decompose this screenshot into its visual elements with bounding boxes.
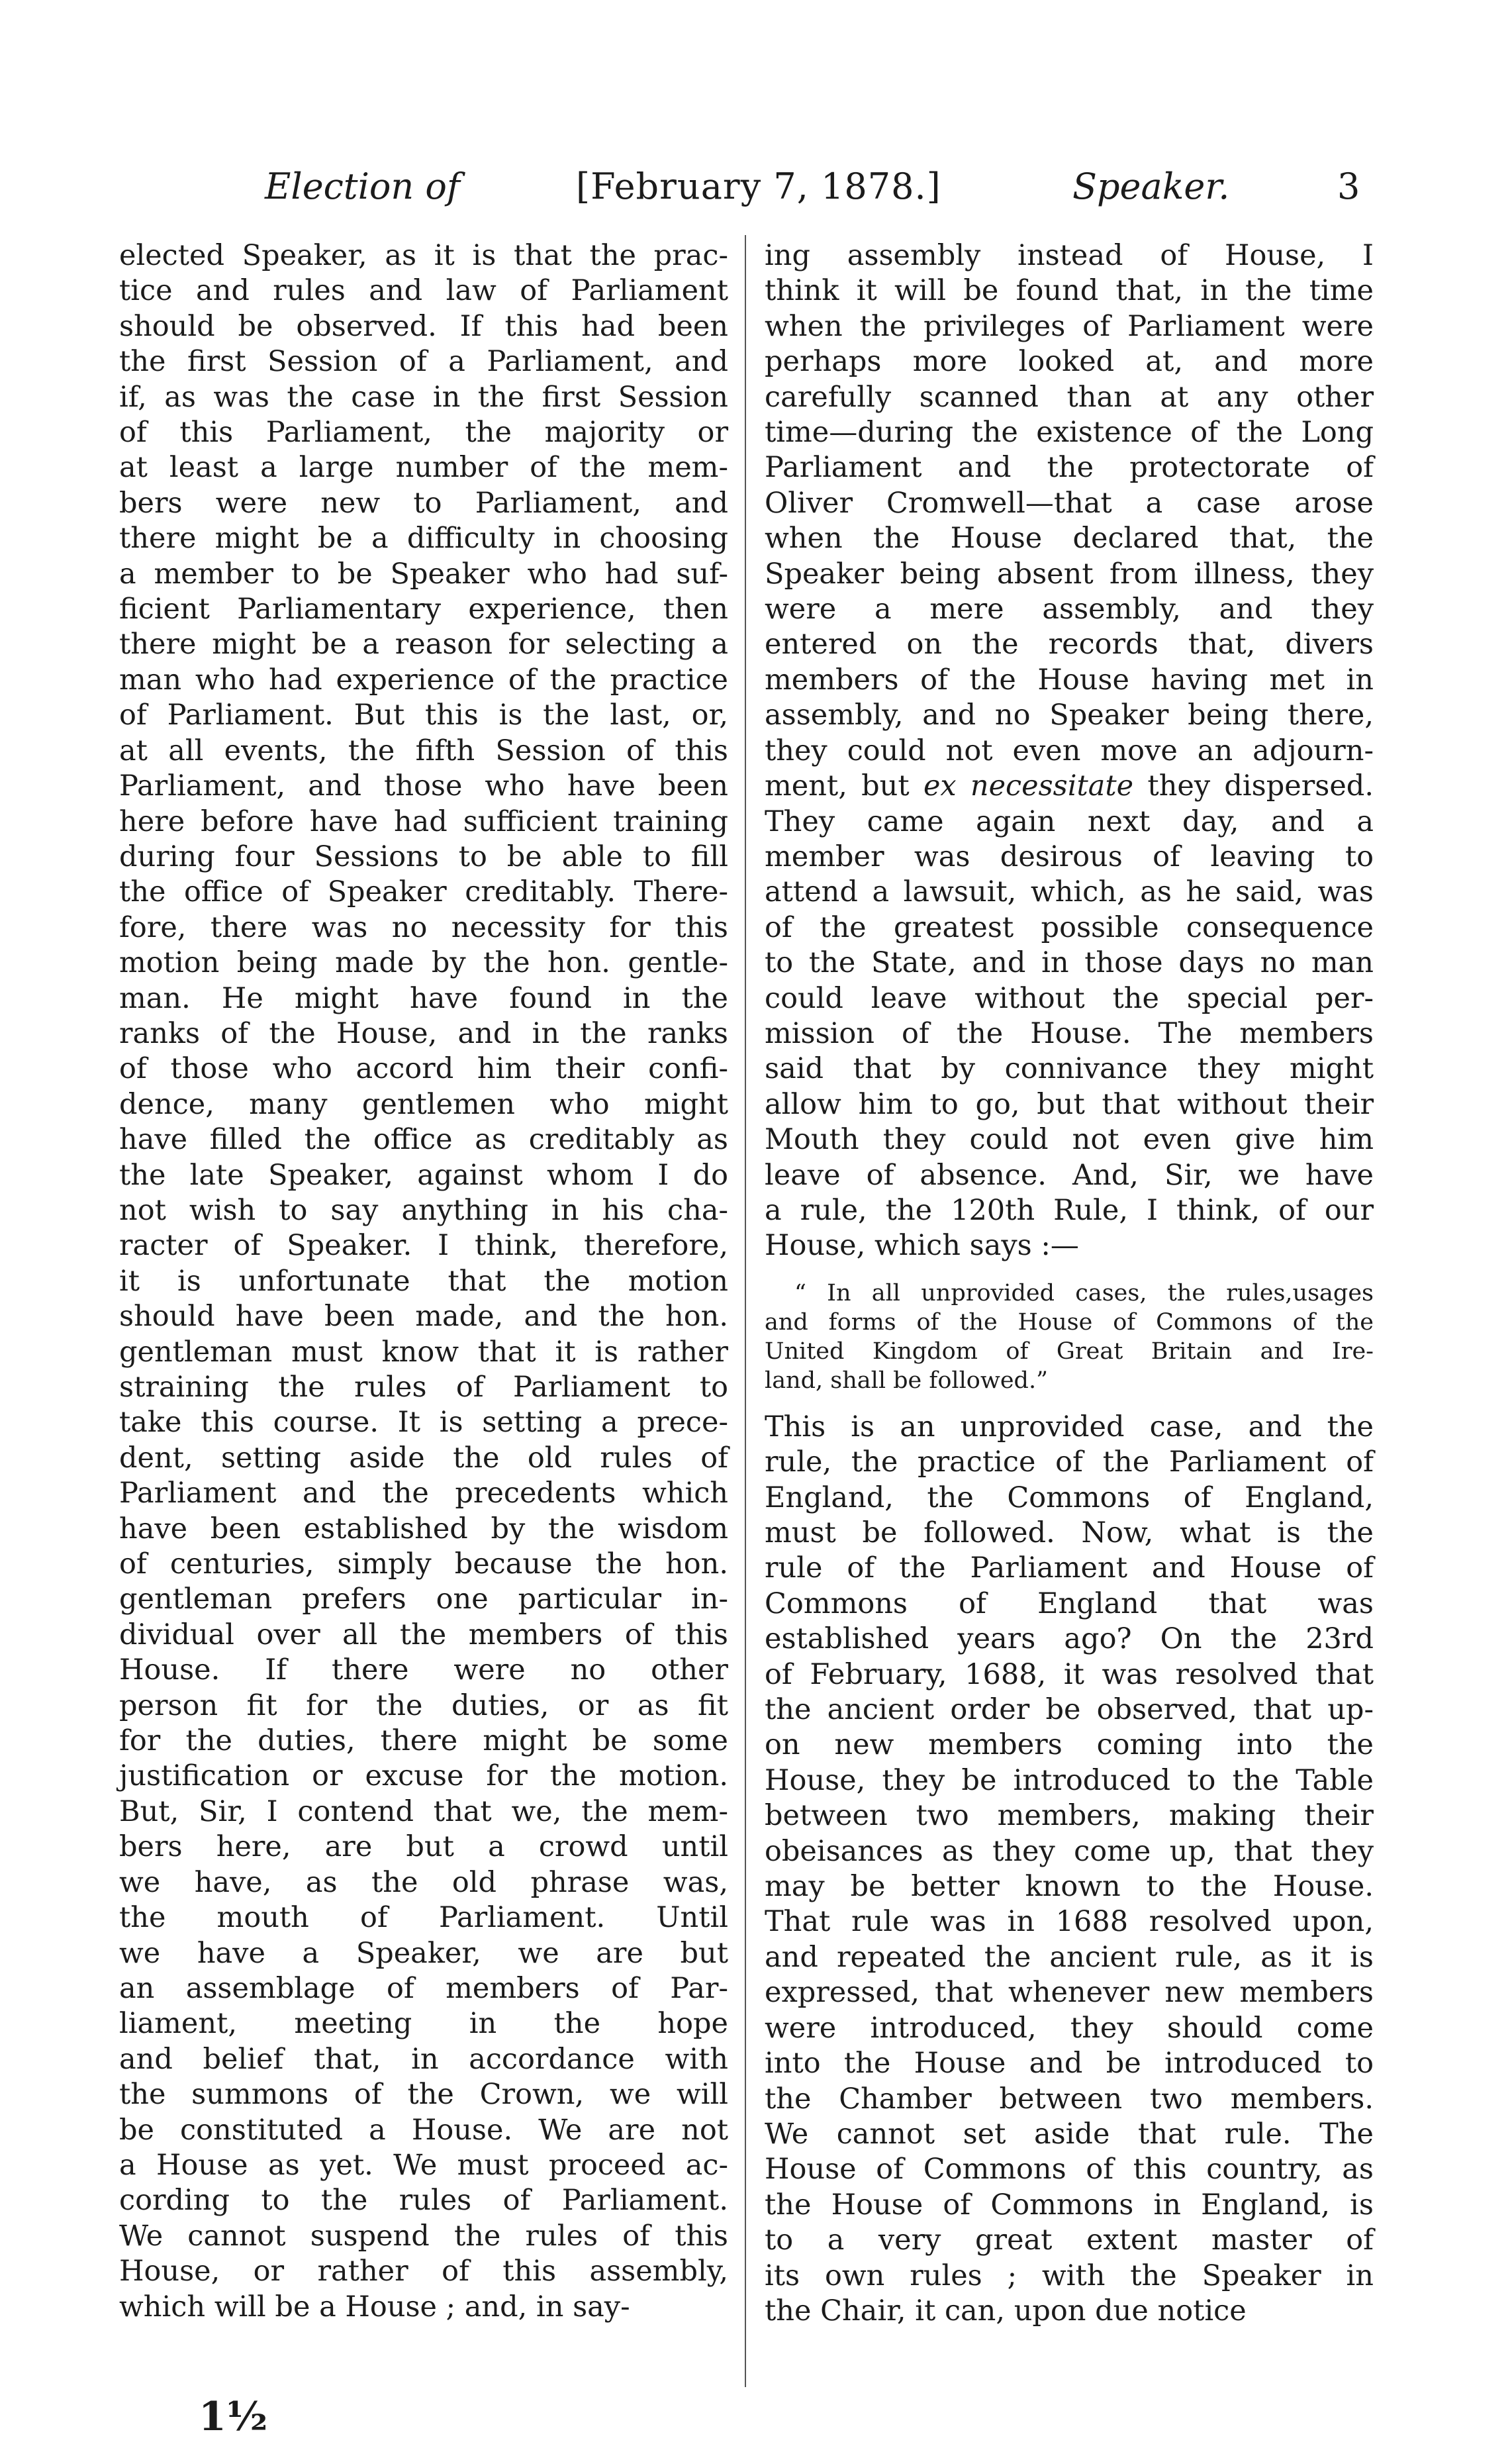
text-line: bers here, are but a crowd until — [119, 1830, 728, 1864]
text-line: could leave without the special per- — [765, 981, 1374, 1015]
text-line: Mouth they could not even give him — [765, 1123, 1374, 1157]
text-line: House. If there were no other — [119, 1653, 728, 1687]
text-line: racter of Speaker. I think, therefore, — [119, 1229, 728, 1263]
text-line: That rule was in 1688 resolved upon, — [765, 1905, 1374, 1939]
right-column — [765, 238, 1374, 2329]
text-line: Speaker being absent from illness, they — [765, 557, 1374, 591]
text-fragment: ment, but — [765, 769, 923, 803]
header-date: [February 7, 1878.] — [576, 166, 941, 207]
latin-phrase: ex necessitate — [923, 769, 1134, 803]
text-line: Parliament and the precedents which — [119, 1477, 728, 1510]
text-line: Commons of England that was — [765, 1587, 1374, 1620]
text-line: think it will be found that, in the time — [765, 274, 1374, 308]
header-left: Election of — [265, 166, 460, 207]
text-line: ranks of the House, and in the ranks — [119, 1016, 728, 1050]
text-line: straining the rules of Parliament to — [119, 1371, 728, 1404]
text-line: They came again next day, and a — [765, 805, 1374, 838]
text-line: ing assembly instead of House, I — [765, 239, 1374, 272]
text-line: at least a large number of the mem- — [119, 451, 728, 485]
text-line: must be followed. Now, what is the — [765, 1516, 1374, 1549]
text-line: liament, meeting in the hope — [119, 2007, 728, 2041]
text-line: House, they be introduced to the Table — [765, 1763, 1374, 1797]
text-line: not wish to say anything in his cha- — [119, 1193, 728, 1227]
quote-line: United Kingdom of Great Britain and Ire- — [765, 1338, 1374, 1365]
text-line: House of Commons of this country, as — [765, 2153, 1374, 2186]
text-line: for the duties, there might be some — [119, 1724, 728, 1758]
text-line: and repeated the ancient rule, as it is — [765, 1940, 1374, 1974]
text-line: dence, many gentlemen who might — [119, 1087, 728, 1121]
text-line: they could not even move an adjourn- — [765, 734, 1374, 767]
header-right: Speaker. — [1072, 166, 1230, 207]
text-line: Parliament, and those who have been — [119, 769, 728, 803]
running-header — [265, 166, 1390, 219]
text-line: This is an unprovided case, and the — [765, 1410, 1374, 1444]
text-line: bers were new to Parliament, and — [119, 486, 728, 520]
text-line: assembly, and no Speaker being there, — [765, 699, 1374, 732]
text-line: entered on the records that, divers — [765, 628, 1374, 662]
text-line: into the House and be introduced to — [765, 2047, 1374, 2081]
page-number: 3 — [1337, 166, 1360, 207]
text-line: rule, the practice of the Parliament of — [765, 1446, 1374, 1479]
text-line: at all events, the fifth Session of this — [119, 734, 728, 767]
text-line: person fit for the duties, or as fit — [119, 1689, 728, 1722]
text-line: were a mere assembly, and they — [765, 593, 1374, 626]
text-line: the Chamber between two members. — [765, 2082, 1374, 2116]
text-line: between two members, making their — [765, 1799, 1374, 1833]
text-line: of this Parliament, the majority or — [119, 416, 728, 450]
text-line: tice and rules and law of Parliament — [119, 274, 728, 308]
text-line: should be observed. If this had been — [119, 309, 728, 343]
text-line: man. He might have found in the — [119, 981, 728, 1015]
text-line: England, the Commons of England, — [765, 1481, 1374, 1514]
text-line: of the greatest possible consequence — [765, 910, 1374, 944]
text-line: and belief that, in accordance with — [119, 2042, 728, 2076]
text-line: carefully scanned than at any other — [765, 380, 1374, 414]
quote-line: “ In all unprovided cases, the rules,usages — [794, 1279, 1374, 1306]
text-line: when the House declared that, the — [765, 522, 1374, 556]
text-line: may be better known to the House. — [765, 1870, 1374, 1904]
text-line: the Chair, it can, upon due notice — [765, 2294, 1247, 2328]
text-line: there might be a difficulty in choosing — [119, 522, 728, 556]
text-line: of Parliament. But this is the last, or, — [119, 699, 728, 732]
text-line: the House of Commons in England, is — [765, 2188, 1374, 2222]
text-line: if, as was the case in the first Session — [119, 380, 728, 414]
text-line: the late Speaker, against whom I do — [119, 1158, 728, 1192]
text-line: attend a lawsuit, which, as he said, was — [765, 875, 1374, 909]
text-line: member was desirous of leaving to — [765, 840, 1374, 873]
text-line: obeisances as they come up, that they — [765, 1834, 1374, 1868]
text-line: said that by connivance they might — [765, 1052, 1374, 1086]
text-line: ficient Parliamentary experience, then — [119, 593, 728, 626]
text-line: the office of Speaker creditably. There- — [119, 875, 728, 909]
text-line: to a very great extent master of — [765, 2224, 1374, 2257]
text-line: have filled the office as creditably as — [119, 1123, 728, 1157]
text-line: the first Session of a Parliament, and — [119, 345, 728, 379]
text-line: should have been made, and the hon. — [119, 1300, 728, 1334]
text-line: cording to the rules of Parliament. — [119, 2184, 728, 2218]
text-line: a member to be Speaker who had suf- — [119, 557, 728, 591]
text-line: of those who accord him their confi- — [119, 1052, 728, 1086]
text-line: the mouth of Parliament. Until — [119, 1901, 728, 1935]
text-line: allow him to go, but that without their — [765, 1087, 1374, 1121]
text-line: gentleman must know that it is rather — [119, 1335, 728, 1369]
text-line: a House as yet. We must proceed ac- — [119, 2148, 728, 2182]
text-line: We cannot suspend the rules of this — [119, 2219, 728, 2253]
column-divider — [745, 235, 746, 2387]
quote-line: and forms of the House of Commons of the — [765, 1308, 1374, 1336]
text-line: to the State, and in those days no man — [765, 946, 1374, 980]
text-line: established years ago? On the 23rd — [765, 1622, 1374, 1656]
text-line: the summons of the Crown, we will — [119, 2078, 728, 2112]
text-line: an assemblage of members of Par- — [119, 1971, 728, 2005]
text-line: expressed, that whenever new members — [765, 1976, 1374, 2010]
text-line: Oliver Cromwell—that a case arose — [765, 486, 1374, 520]
text-line: were introduced, they should come — [765, 2011, 1374, 2045]
text-line: there might be a reason for selecting a — [119, 628, 728, 662]
text-line: motion being made by the hon. gentle- — [119, 946, 728, 980]
text-line: man who had experience of the practice — [119, 663, 728, 697]
right-column-top — [765, 238, 1374, 1264]
text-fragment: they dispersed. — [1133, 769, 1374, 803]
text-line: we have a Speaker, we are but — [119, 1936, 728, 1970]
signature-mark: 1½ — [199, 2394, 268, 2440]
text-line: have been established by the wisdom — [119, 1512, 728, 1545]
text-line: fore, there was no necessity for this — [119, 910, 728, 944]
text-line: take this course. It is setting a prece- — [119, 1406, 728, 1440]
text-line: it is unfortunate that the motion — [119, 1264, 728, 1298]
text-line: when the privileges of Parliament were — [765, 309, 1374, 343]
text-line: Parliament and the protectorate of — [765, 451, 1374, 485]
text-line: But, Sir, I contend that we, the mem- — [119, 1794, 728, 1828]
right-column-bottom — [765, 1410, 1374, 2329]
text-line: on new members coming into the — [765, 1728, 1374, 1762]
text-line: during four Sessions to be able to fill — [119, 840, 728, 873]
text-line: which will be a House ; and, in say- — [119, 2290, 630, 2324]
text-line: rule of the Parliament and House of — [765, 1551, 1374, 1585]
text-line: a rule, the 120th Rule, I think, of our — [765, 1193, 1374, 1227]
text-line: mission of the House. The members — [765, 1016, 1374, 1050]
text-line: the ancient order be observed, that up- — [765, 1693, 1374, 1727]
quote-line: land, shall be followed.” — [765, 1367, 1048, 1394]
text-line: elected Speaker, as it is that the prac- — [119, 239, 728, 272]
text-line: We cannot set aside that rule. The — [765, 2117, 1374, 2151]
left-column — [119, 238, 728, 2325]
text-line: justification or excuse for the motion. — [119, 1759, 728, 1793]
text-line: perhaps more looked at, and more — [765, 345, 1374, 379]
text-line — [765, 769, 1374, 804]
text-line: leave of absence. And, Sir, we have — [765, 1158, 1374, 1192]
text-line: members of the House having met in — [765, 663, 1374, 697]
text-line: of February, 1688, it was resolved that — [765, 1657, 1374, 1691]
text-line: its own rules ; with the Speaker in — [765, 2259, 1374, 2292]
text-line: House, which says :— — [765, 1229, 1079, 1263]
text-line: House, or rather of this assembly, — [119, 2255, 728, 2288]
text-line: gentleman prefers one particular in- — [119, 1583, 728, 1616]
text-line: time—during the existence of the Long — [765, 416, 1374, 450]
text-line: here before have had sufficient training — [119, 805, 728, 838]
text-line: we have, as the old phrase was, — [119, 1865, 728, 1899]
text-line: of centuries, simply because the hon. — [119, 1547, 728, 1581]
text-line: dent, setting aside the old rules of — [119, 1441, 728, 1475]
text-line: be constituted a House. We are not — [119, 2113, 728, 2147]
text-line: dividual over all the members of this — [119, 1618, 728, 1651]
block-quote — [765, 1279, 1374, 1395]
